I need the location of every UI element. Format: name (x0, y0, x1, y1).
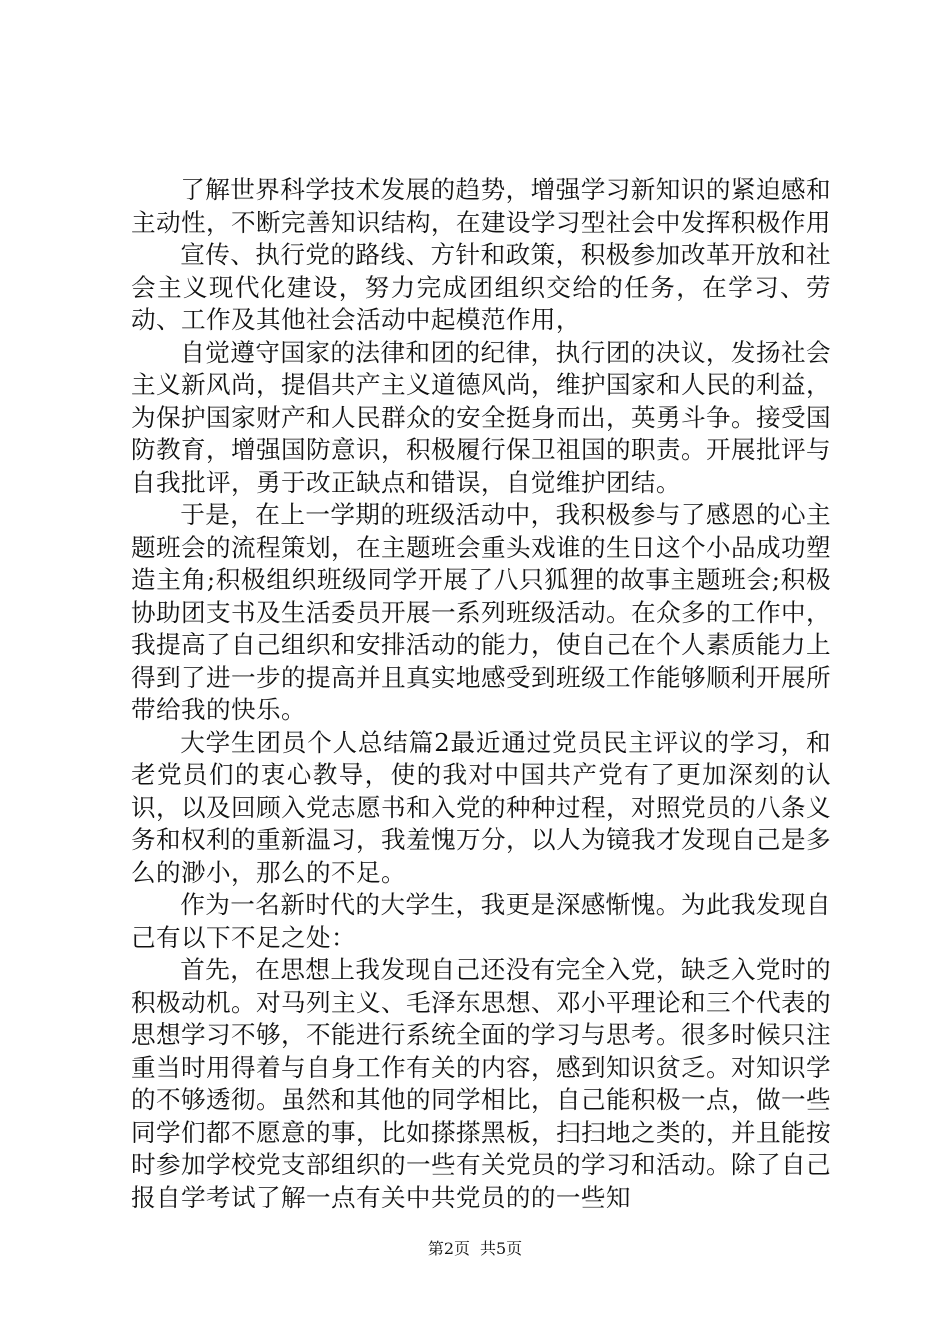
page-number: 第2页 (427, 1239, 470, 1258)
paragraph-1: 了解世界科学技术发展的趋势，增强学习新知识的紧迫感和主动性，不断完善知识结构，在建设学习型社会中发挥积极作用 (131, 175, 831, 237)
paragraph-5: 大学生团员个人总结篇2最近通过党员民主评议的学习，和老党员们的衷心教导，使的我对中国共产党有了更加深刻的认识，以及回顾入党志愿书和入党的种种过程，对照党员的八条义务和权利的重新温习，我羞愧万分，以人为镜我才发现自己是多么的渺小，那么的不足。 (131, 727, 831, 887)
page-footer (0, 1239, 950, 1259)
page-total: 共5页 (480, 1239, 523, 1258)
paragraph-2: 宣传、执行党的路线、方针和政策，积极参加改革开放和社会主义现代化建设，努力完成团组织交给的任务，在学习、劳动、工作及其他社会活动中起模范作用， (131, 240, 831, 334)
paragraph-4: 于是，在上一学期的班级活动中，我积极参与了感恩的心主题班会的流程策划，在主题班会重头戏谁的生日这个小品成功塑造主角;积极组织班级同学开展了八只狐狸的故事主题班会;积极协助团支书及生活委员开展一系列班级活动。在众多的工作中，我提高了自己组织和安排活动的能力，使自己在个人素质能力上得到了进一步的提高并且真实地感受到班级工作能够顺利开展所带给我的快乐。 (131, 500, 831, 724)
document-body (131, 174, 831, 1214)
paragraph-6: 作为一名新时代的大学生，我更是深感惭愧。为此我发现自己有以下不足之处： (131, 890, 831, 952)
paragraph-3: 自觉遵守国家的法律和团的纪律，执行团的决议，发扬社会主义新风尚，提倡共产主义道德风尚，维护国家和人民的利益，为保护国家财产和人民群众的安全挺身而出，英勇斗争。接受国防教育，增强国防意识，积极履行保卫祖国的职责。开展批评与自我批评，勇于改正缺点和错误，自觉维护团结。 (131, 337, 831, 497)
paragraph-7: 首先，在思想上我发现自己还没有完全入党，缺乏入党时的积极动机。对马列主义、毛泽东思想、邓小平理论和三个代表的思想学习不够，不能进行系统全面的学习与思考。很多时候只注重当时用得着与自身工作有关的内容，感到知识贫乏。对知识学的不够透彻。虽然和其他的同学相比，自己能积极一点，做一些同学们都不愿意的事，比如搽搽黑板，扫扫地之类的，并且能按时参加学校党支部组织的一些有关党员的学习和活动。除了自己报自学考试了解一点有关中共党员的的一些知 (131, 955, 831, 1212)
